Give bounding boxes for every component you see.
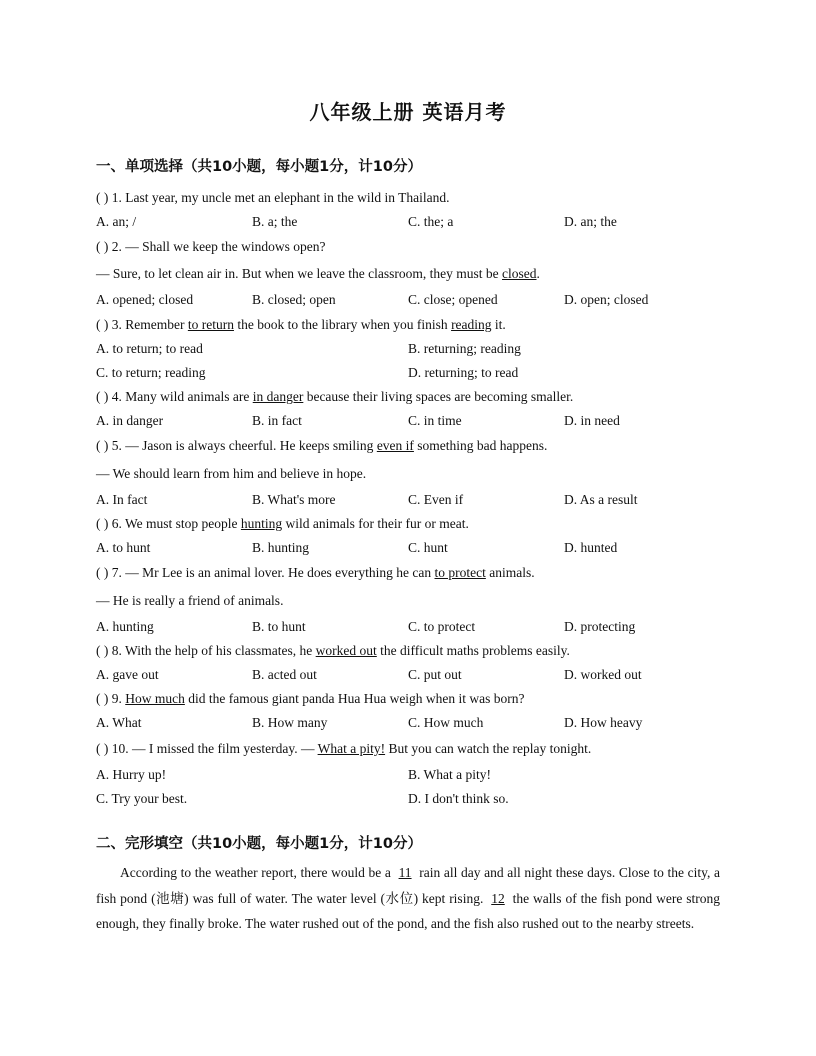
q3-option-c: C. to return; reading xyxy=(96,365,206,380)
q3-underlined-1: to return xyxy=(187,317,234,332)
cloze-passage xyxy=(96,860,720,937)
page-title: 八年级上册 英语月考 xyxy=(309,100,507,124)
q2-option-a: A. opened; closed xyxy=(96,292,194,307)
q2-reply-text: — Sure, to let clean air in. But when we leave the classroom, they must be xyxy=(96,266,503,281)
section-heading-multiple-choice: 一、单项选择（共10小题，每小题1分，计10分） xyxy=(96,159,422,175)
q7-option-a: A. hunting xyxy=(96,619,154,634)
question-6 xyxy=(96,516,469,532)
q10-option-d: D. I don't think so. xyxy=(408,791,509,806)
q9-option-b: B. How many xyxy=(252,715,328,730)
q3-text-3: it. xyxy=(491,317,506,332)
q3-option-a: A. to return; to read xyxy=(96,341,203,356)
q5-option-a: A. In fact xyxy=(96,492,148,507)
q7-option-d: D. protecting xyxy=(564,619,636,634)
question-5 xyxy=(96,438,547,454)
q8-text-1: ( ) 8. With the help of his classmates, he xyxy=(96,643,316,658)
q6-option-c: C. hunt xyxy=(408,540,448,555)
cloze-blank-12: 12 xyxy=(491,890,505,906)
q6-underlined: hunting xyxy=(240,516,283,531)
q7-text-1: ( ) 7. — Mr Lee is an animal lover. He does everything he can xyxy=(96,565,435,580)
q8-option-d: D. worked out xyxy=(564,667,642,682)
q10-option-c: C. Try your best. xyxy=(96,791,188,806)
q5-underlined: even if xyxy=(376,438,414,453)
q3-text-2: the book to the library when you finish xyxy=(233,317,452,332)
question-7 xyxy=(96,565,535,581)
q6-option-a: A. to hunt xyxy=(96,540,151,555)
question-2-reply xyxy=(96,266,540,282)
q10-option-b: B. What a pity! xyxy=(408,767,491,782)
q10-option-a: A. Hurry up! xyxy=(96,767,167,782)
q2-option-d: D. open; closed xyxy=(564,292,649,307)
q2-reply-end: . xyxy=(536,266,540,281)
q4-option-b: B. in fact xyxy=(252,413,302,428)
q4-text-1: ( ) 4. Many wild animals are xyxy=(96,389,253,404)
question-1: ( ) 1. Last year, my uncle met an elephant in the wild in Thailand. xyxy=(96,190,450,205)
q2-option-c: C. close; opened xyxy=(408,292,498,307)
cloze-text-3: the walls of the fish pond were strong enough, they finally broke. The water rushed out of the pond, and the fish also rushed out to the nearby streets. xyxy=(96,890,720,931)
q5-option-c: C. Even if xyxy=(408,492,464,507)
q9-option-a: A. What xyxy=(96,715,142,730)
cloze-text-2: rain all day and all night these days. Close to the city, a fish pond (池塘) was full of water. The water level (水位) kept rising. xyxy=(96,865,720,906)
q10-text-2: But you can watch the replay tonight. xyxy=(385,741,592,756)
question-10 xyxy=(96,741,591,757)
section-heading-cloze: 二、完形填空（共10小题，每小题1分，计10分） xyxy=(96,836,422,852)
question-8 xyxy=(96,643,570,659)
q7-option-b: B. to hunt xyxy=(252,619,306,634)
q4-option-d: D. in need xyxy=(564,413,620,428)
question-5-reply: — We should learn from him and believe in hope. xyxy=(96,466,367,481)
question-2: ( ) 2. — Shall we keep the windows open? xyxy=(96,239,326,254)
q2-option-b: B. closed; open xyxy=(252,292,336,307)
q3-text-1: ( ) 3. Remember xyxy=(96,317,188,332)
q5-option-b: B. What's more xyxy=(252,492,336,507)
q6-option-d: D. hunted xyxy=(564,540,618,555)
q4-option-c: C. in time xyxy=(408,413,462,428)
q3-option-d: D. returning; to read xyxy=(408,365,519,380)
q5-text-2: something bad happens. xyxy=(413,438,548,453)
cloze-text-1: According to the weather report, there would be a xyxy=(120,865,395,880)
question-9 xyxy=(96,691,525,707)
q9-text-1: ( ) 9. xyxy=(96,691,126,706)
q9-option-d: D. How heavy xyxy=(564,715,643,730)
q4-text-2: because their living spaces are becoming smaller. xyxy=(303,389,574,404)
q4-option-a: A. in danger xyxy=(96,413,164,428)
q5-text-1: ( ) 5. — Jason is always cheerful. He keeps smiling xyxy=(96,438,377,453)
q4-underlined: in danger xyxy=(252,389,304,404)
q6-text-1: ( ) 6. We must stop people xyxy=(96,516,241,531)
q3-option-b: B. returning; reading xyxy=(408,341,521,356)
q8-option-a: A. gave out xyxy=(96,667,159,682)
q1-option-d: D. an; the xyxy=(564,214,617,229)
q1-option-a: A. an; / xyxy=(96,214,137,229)
q10-text-1: ( ) 10. — I missed the film yesterday. — xyxy=(96,741,318,756)
q2-underlined-word: closed xyxy=(502,266,537,281)
q6-text-2: wild animals for their fur or meat. xyxy=(282,516,469,531)
q8-option-c: C. put out xyxy=(408,667,462,682)
q10-underlined: What a pity! xyxy=(317,741,386,756)
q7-option-c: C. to protect xyxy=(408,619,476,634)
q8-option-b: B. acted out xyxy=(252,667,317,682)
q9-text-2: did the famous giant panda Hua Hua weigh when it was born? xyxy=(184,691,525,706)
q8-text-2: the difficult maths problems easily. xyxy=(376,643,570,658)
q5-option-d: D. As a result xyxy=(564,492,638,507)
q9-underlined: How much xyxy=(125,691,185,706)
q1-option-b: B. a; the xyxy=(252,214,298,229)
cloze-blank-11: 11 xyxy=(398,865,412,880)
q3-underlined-2: reading xyxy=(451,317,492,332)
q7-text-2: animals. xyxy=(485,565,535,580)
question-3 xyxy=(96,317,506,333)
q1-option-c: C. the; a xyxy=(408,214,454,229)
q6-option-b: B. hunting xyxy=(252,540,310,555)
q7-underlined: to protect xyxy=(434,565,486,580)
q8-underlined: worked out xyxy=(315,643,377,658)
question-7-reply: — He is really a friend of animals. xyxy=(96,593,284,608)
question-4 xyxy=(96,389,573,405)
q9-option-c: C. How much xyxy=(408,715,484,730)
